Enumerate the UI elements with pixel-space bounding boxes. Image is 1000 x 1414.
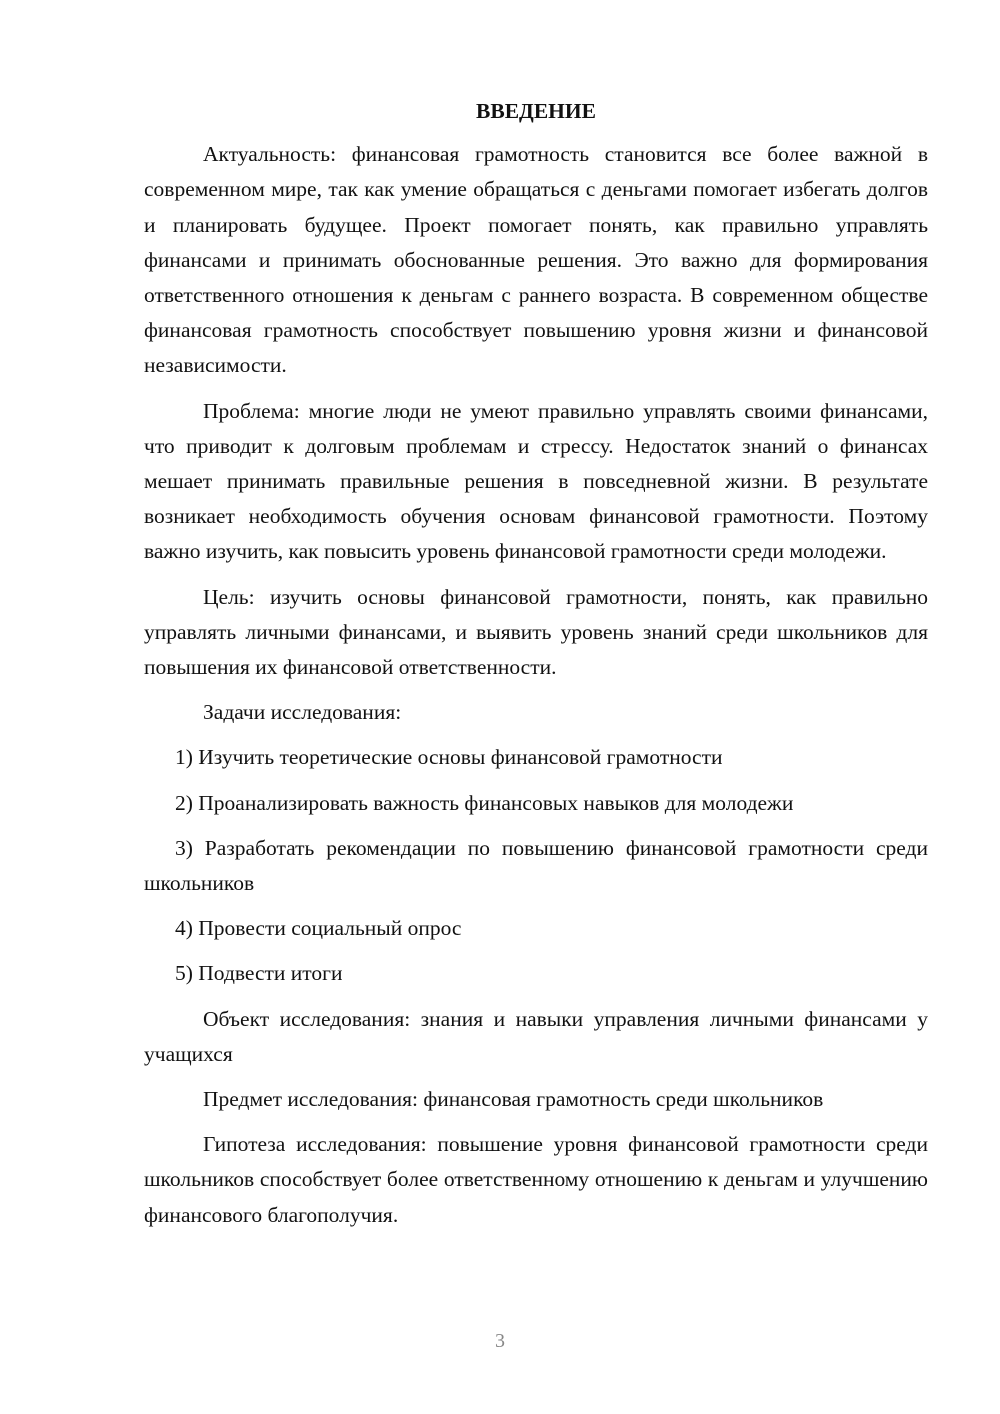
page-number: 3 <box>495 1330 505 1352</box>
paragraph-relevance: Актуальность: финансовая грамотность становится все более важной в современном мире, так как умение обращаться с деньгами помогает избегать долгов и планировать будущее. Проект помогает понять, как правильно управлять финансами и принимать обоснованные решения. Это важно для формирования ответственного отношения к деньгам с раннего возраста. В современном обществе финансовая грамотность способствует повышению уровня жизни и финансовой независимости. <box>144 142 928 378</box>
paragraph-hypothesis: Гипотеза исследования: повышение уровня финансовой грамотности среди школьников способствует более ответственному отношению к деньгам и улучшению финансового благополучия. <box>144 1132 928 1227</box>
task-item: 2) Проанализировать важность финансовых навыков для молодежи <box>175 790 794 815</box>
task-item: 3) Разработать рекомендации по повышению финансовой грамотности среди школьников <box>144 835 928 896</box>
page-content <box>144 94 928 1243</box>
paragraph-tasks-heading: Задачи исследования: <box>203 700 402 725</box>
paragraph-subject: Предмет исследования: финансовая грамотность среди школьников <box>203 1087 824 1112</box>
paragraph-object: Объект исследования: знания и навыки управления личными финансами у учащихся <box>144 1006 928 1066</box>
task-item: 5) Подвести итоги <box>175 961 343 986</box>
paragraph-goal: Цель: изучить основы финансовой грамотности, понять, как правильно управлять личными финансами, и выявить уровень знаний среди школьников для повышения их финансовой ответственности. <box>144 584 928 680</box>
paragraph-problem: Проблема: многие люди не умеют правильно управлять своими финансами, что приводит к долговым проблемам и стрессу. Недостаток знаний о финансах мешает принимать правильные решения в повседневной жизни. В результате возникает необходимость обучения основам финансовой грамотности. Поэтому важно изучить, как повысить уровень финансовой грамотности среди молодежи. <box>144 398 928 564</box>
section-title: ВВЕДЕНИЕ <box>476 99 596 123</box>
task-item: 4) Провести социальный опрос <box>175 916 462 941</box>
task-item: 1) Изучить теоретические основы финансовой грамотности <box>175 745 723 770</box>
